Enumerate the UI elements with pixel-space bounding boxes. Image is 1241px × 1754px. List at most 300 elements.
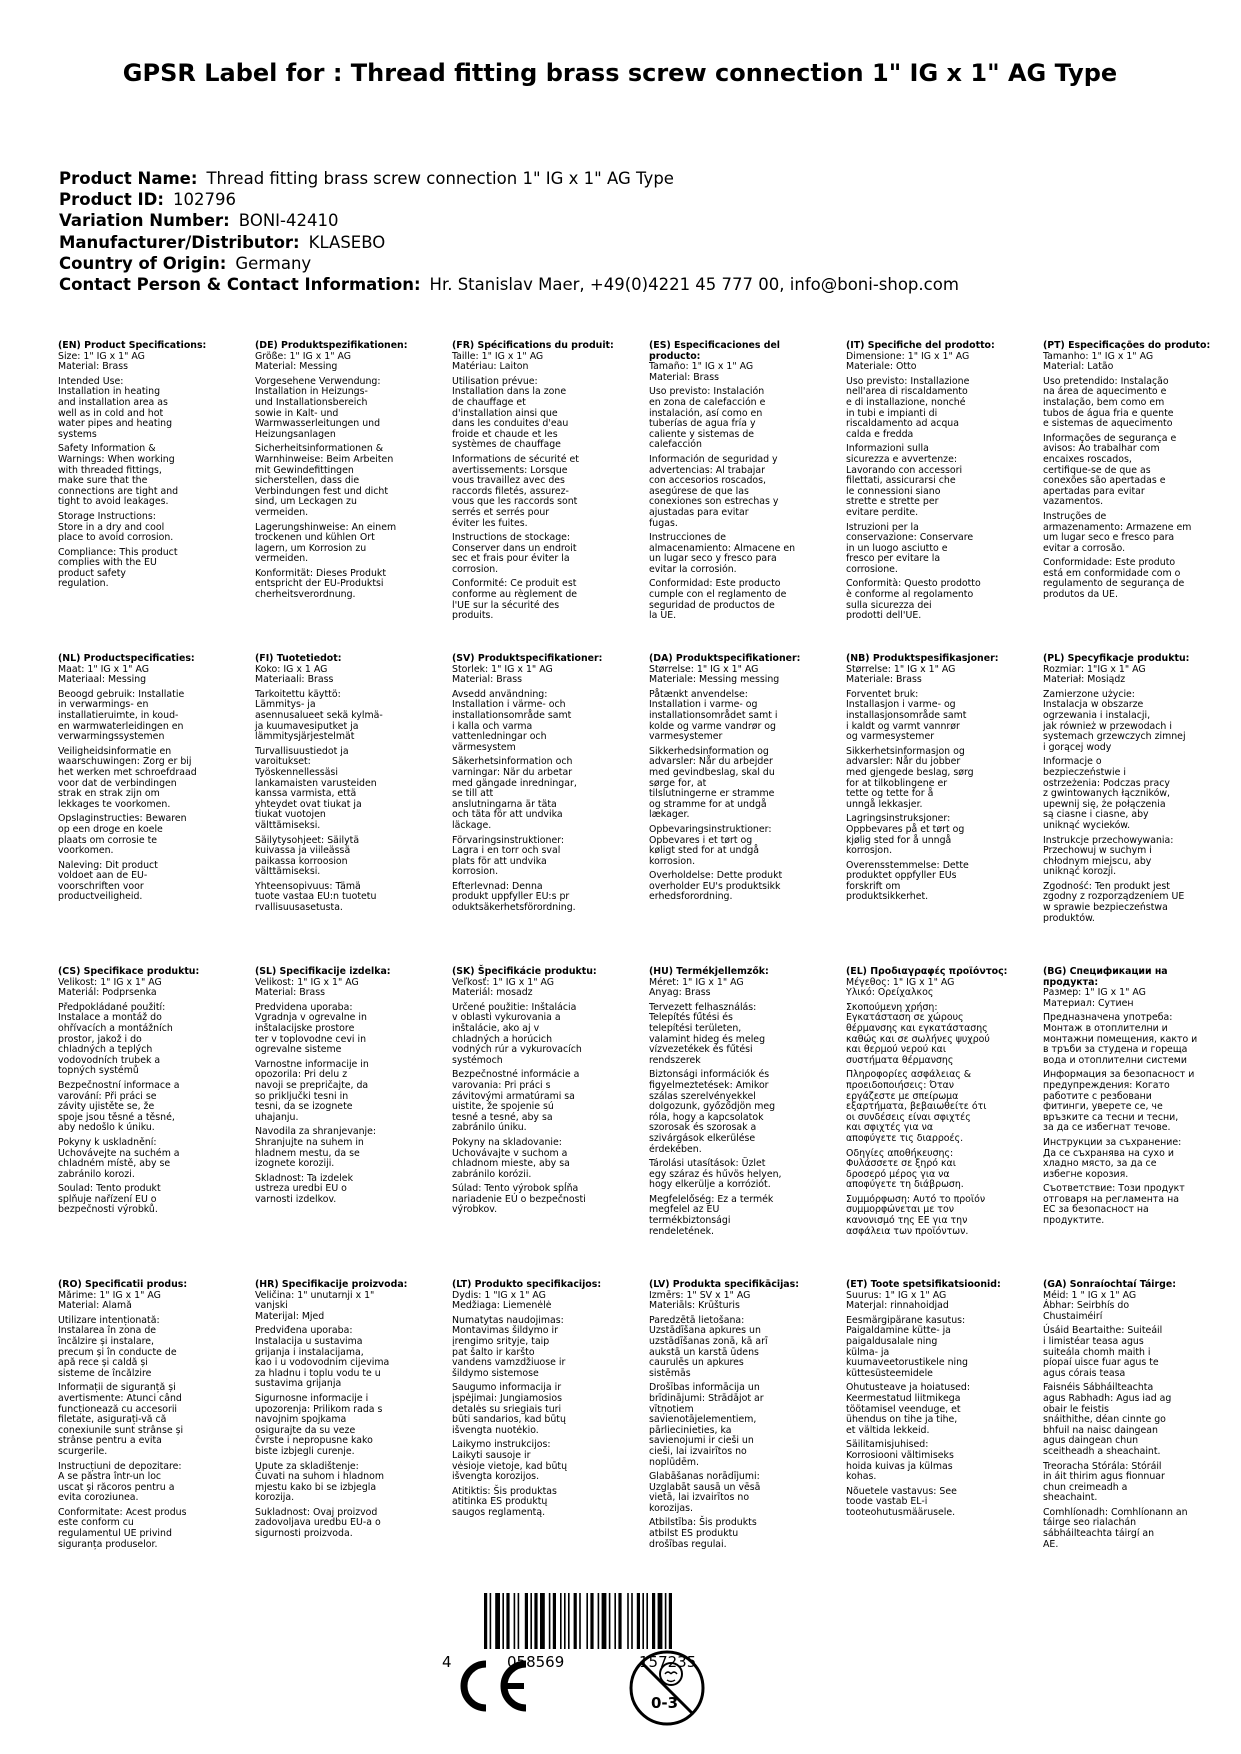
spec-line: Zgodność: Ten produkt jest [1043,880,1170,892]
spec-line: Material: Brass [649,371,720,383]
spec-line: Installation i värme- och [452,699,566,711]
spec-line: sowie in Kalt- und [255,407,339,419]
spec-line: d'installation ainsi que [452,407,558,419]
spec-line: siguranța produselor. [58,1538,158,1550]
spec-line: Určené použitie: Inštalácia [452,1001,577,1013]
spec-line: Påtænkt anvendelse: [649,688,748,700]
info-value: 102796 [172,190,236,210]
spec-line: complies with the EU [58,557,157,569]
spec-paragraph [255,836,435,878]
spec-line: Velikost: 1" IG x 1" AG [255,976,359,988]
spec-line: voor dat de verbindingen [58,777,177,789]
spec-line: Yhteensopivuus: Tämä [255,880,361,892]
spec-line: está em conformidade com o [1043,567,1181,579]
spec-line: Pokyny k uskladnění: [58,1136,157,1148]
spec-line: conforme au règlement de [452,589,578,601]
spec-line: Atitiktis: Šis produktas [452,1485,557,1497]
info-value: Thread fitting brass screw connection 1" IG x 1" AG Type [206,169,674,188]
spec-line: raccords filetés, assurez- [452,485,569,497]
spec-line: pārliecinieties, ka [649,1424,732,1436]
spec-line: Información de seguridad y [649,453,778,465]
spec-line: pat šalto ir karšto [452,1346,535,1358]
spec-line: Soulad: Tento produkt [58,1183,161,1195]
spec-line: sec et frais pour éviter la [452,553,570,565]
spec-line: sicherstellen, dass die [255,475,360,487]
spec-line: Tarkoitettu käyttö: [255,688,341,700]
spec-line: Instructions de stockage: [452,532,571,544]
barcode-bar [530,1593,532,1649]
spec-line: Säilitamisjuhised: [846,1439,929,1451]
spec-line: vėsioje vietoje, kad būtų [452,1460,568,1472]
spec-line: corrosione. [846,563,898,575]
barcode-bar [514,1593,516,1649]
spec-paragraph [255,1174,435,1206]
spec-line: og stramme for at undgå [649,798,767,810]
spec-paragraph [846,675,1026,686]
spec-line: place to avoid corrosion. [58,532,174,544]
info-label: Product Name: [59,169,198,188]
spec-line: opozorila: Pri delu z [255,1069,348,1081]
spec-line: Biztonsági információk és [649,1069,770,1081]
spec-heading: (LT) Produkto specifikacijos: [452,1279,602,1290]
barcode-left-group: 058569 [507,1653,565,1671]
spec-line: tubos de água fria e quente [1043,407,1174,419]
spec-paragraph [649,533,829,575]
spec-line: Instruções de [1043,510,1107,522]
spec-line: trockenen und kühlen Ort [255,532,375,544]
spec-line: работите с резбовани [1043,1090,1152,1102]
spec-line: Informacje o [1043,756,1102,768]
spec-line: figyelmeztetések: Amikor [649,1079,769,1091]
spec-paragraph [649,1472,829,1514]
spec-line: rendeletének. [649,1225,715,1237]
spec-line: chłodnym miejscu, aby [1043,855,1152,867]
spec-line: išvengta nuotėkio. [452,1424,539,1436]
spec-heading: (PL) Specyfikacje produktu: [1043,653,1190,664]
spec-paragraph [452,1487,632,1519]
spec-line: filetate, asigurați-vă că [58,1414,167,1426]
spec-line: izognete koroziji. [255,1158,335,1170]
spec-line: AE. [1043,1538,1059,1550]
spec-line: προειδοποιήσεις: Όταν [846,1079,955,1091]
spec-paragraph [452,579,632,621]
spec-line: suiteála chomh maith i [1043,1346,1151,1358]
spec-line: na área de aquecimento e [1043,386,1167,398]
spec-line: le connessioni siano [846,485,941,497]
spec-line: topných systémů [58,1065,139,1077]
spec-line: saugos reglamentą. [452,1506,546,1518]
spec-line: Työskennellessäsi [255,766,338,778]
spec-line: tooteohutusmäärusele. [846,1506,956,1518]
spec-line: precum și în conducte de [58,1346,177,1358]
barcode-bar [642,1593,644,1649]
spec-line: Mărime: 1" IG x 1" AG [58,1289,161,1301]
spec-paragraph [452,1383,632,1436]
spec-line: upozorenja: Prilikom rada s [255,1403,383,1415]
spec-line: Opslaginstructies: Bewaren [58,813,187,825]
spec-line: Konformität: Dieses Produkt [255,567,387,579]
spec-paragraph [58,1003,238,1077]
spec-line: εργάζεστε με σπείρωμα [846,1090,959,1102]
spec-block [649,1280,829,1550]
info-value: BONI-42410 [238,211,339,231]
spec-paragraph [452,988,632,999]
spec-line: chun creimeadh a [1043,1481,1128,1493]
spec-line: Oppbevares på et tørt og [846,823,965,835]
spec-paragraph [255,444,435,518]
spec-paragraph [1043,1383,1223,1457]
spec-line: varoitukset: [255,756,311,768]
spec-line: sigurnosti proizvoda. [255,1528,353,1540]
spec-heading: (CS) Specifikace produktu: [58,966,200,977]
spec-line: Størrelse: 1" IG x 1" AG [846,663,956,675]
spec-line: et vältida lekkeid. [846,1424,930,1436]
spec-line: Safety Information & [58,443,156,455]
spec-line: Comhlíonadh: Comhlíonann an [1043,1506,1188,1518]
spec-line: Taille: 1" IG x 1" AG [452,350,544,362]
spec-line: Glabāšanas norādījumi: [649,1471,760,1483]
spec-line: product safety [58,567,126,579]
spec-paragraph [846,377,1026,441]
spec-line: Πληροφορίες ασφάλειας & [846,1069,972,1081]
spec-line: érdekében. [649,1143,702,1155]
spec-line: Keermestatud liitmikega [846,1392,961,1404]
spec-paragraph [846,523,1026,576]
spec-line: Úsáid Beartaithe: Suiteáil [1043,1325,1163,1337]
spec-line: încălzire și instalare, [58,1335,155,1347]
spec-paragraph [58,690,238,743]
spec-line: Upute za skladištenje: [255,1460,359,1472]
spec-line: vermeiden. [255,506,309,518]
spec-line: conexões são apertadas e [1043,475,1166,487]
spec-line: avertissements: Lorsque [452,464,568,476]
spec-paragraph [846,1149,1026,1191]
spec-line: conexiones son estrechas y [649,496,779,508]
spec-line: Lämmitys- ja [255,699,316,711]
spec-line: anslutningarna är täta [452,798,557,810]
spec-heading: (NL) Productspecificaties: [58,653,195,664]
spec-line: αποφύγετε τις διαρροές. [846,1132,964,1144]
spec-paragraph [1043,512,1223,554]
spec-line: Méid: 1 " IG x 1" AG [1043,1289,1137,1301]
spec-line: Saugumo informacija ir [452,1382,562,1394]
spec-line: Informații de siguranță și [58,1382,176,1394]
spec-line: Installation in heating [58,386,161,398]
spec-line: in verwarmings- en [58,699,149,711]
spec-paragraph [452,882,632,914]
spec-line: upewnij się, że połączenia [1043,798,1166,810]
spec-line: Montavimas šildymo ir [452,1325,558,1337]
spec-line: Conformidad: Este producto [649,578,781,590]
spec-block [58,967,238,1216]
barcode-bar [602,1593,607,1649]
spec-paragraph [1043,434,1223,508]
barcode-bar [495,1593,500,1649]
spec-line: atbilst ES produktu [649,1528,739,1540]
spec-line: overholder EU's produktsikk [649,880,781,892]
spec-paragraph [255,1060,435,1124]
spec-paragraph [846,579,1026,621]
spec-paragraph [255,377,435,441]
spec-paragraph [649,387,829,451]
spec-line: yhteydet ovat tiukat ja [255,798,362,810]
info-value: Hr. Stanislav Maer, +49(0)4221 45 777 00, info@boni-shop.com [429,275,959,295]
spec-line: Sigurnosne informacije i [255,1392,369,1404]
spec-line: in áit thirim agus fionnuar [1043,1471,1165,1483]
age-warning-label: 0-3 [651,1694,679,1712]
spec-line: Uso previsto: Instalación [649,386,765,398]
spec-line: atitinka ES produktų [452,1496,548,1508]
spec-line: agus daingean chun [1043,1435,1139,1447]
barcode-bar [590,1593,593,1649]
spec-line: zgodny z rozporządzeniem UE [1043,891,1185,903]
spec-line: installasjonsområde samt [846,709,967,721]
spec-line: apertadas para evitar [1043,485,1145,497]
spec-line: фитинги, уверете се, че [1043,1101,1163,1113]
spec-line: connections are tight and [58,485,179,497]
barcode-bar [609,1593,611,1649]
spec-line: Conformità: Questo prodotto [846,578,981,590]
spec-line: op een droge en koele [58,823,163,835]
spec-line: kao i u vodovodnim cijevima [255,1357,390,1369]
spec-line: se till att [452,788,494,800]
spec-line: brīdinājumi: Strādājot ar [649,1392,764,1404]
spec-paragraph [846,1003,1026,1067]
spec-line: installationsområde samt [452,709,572,721]
spec-line: Tárolási utasítások: Üzlet [649,1158,766,1170]
spec-line: Sikkerhedsinformation og [649,745,769,757]
spec-line: fresco per evitare la [846,553,941,565]
spec-line: tette og tette for å [846,788,934,800]
spec-paragraph [255,747,435,832]
spec-line: aukstā un karstā ūdens [649,1346,759,1358]
spec-line: Veľkosť: 1" IG x 1" AG [452,976,555,988]
spec-paragraph [846,747,1026,811]
spec-line: Größe: 1" IG x 1" AG [255,350,352,362]
spec-line: kjølig sted for å unngå [846,834,952,846]
spec-line: sisteme de încălzire [58,1367,152,1379]
spec-line: Size: 1" IG x 1" AG [58,350,145,362]
spec-line: with threaded fittings, [58,464,162,476]
spec-line: advarsler: Når du arbejder [649,756,773,768]
spec-line: varmesystemer [649,731,723,743]
spec-line: l'UE sur la sécurité des [452,599,560,611]
spec-paragraph [1043,558,1223,600]
spec-line: snáithithe, déan cinnte go [1043,1414,1166,1426]
spec-line: za hladnu i toplu vodu te u [255,1367,381,1379]
spec-paragraph [452,533,632,575]
spec-line: Opbevaringsinstruktioner: [649,823,772,835]
spec-line: Istruzioni per la [846,521,919,533]
spec-line: evitar a corrosão. [1043,542,1126,554]
spec-line: kuumaveetorustikele ning [846,1357,969,1369]
spec-paragraph [58,1508,238,1550]
spec-line: paikassa korroosion [255,855,348,867]
spec-line: verwarmingssystemen [58,731,165,743]
barcode-bar [579,1593,581,1649]
spec-line: lagern, um Korrosion zu [255,542,367,554]
spec-line: oduktsäkerhetsförordning. [452,902,576,914]
spec-paragraph [649,1003,829,1067]
spec-line: tuote vastaa EU:n tuotetu [255,891,377,903]
spec-line: Sikkerhetsinformasjon og [846,745,965,757]
spec-block [58,654,238,903]
spec-line: Σκοπούμενη χρήση: [846,1001,938,1013]
spec-line: uniknąć wycieków. [1043,819,1131,831]
spec-line: caliente y sistemas de [649,428,755,440]
spec-line: Eesmärgipärane kasutus: [846,1314,966,1326]
spec-paragraph [452,1003,632,1067]
spec-line: produktsikkerhet. [846,891,929,903]
ce-label: CE [452,1658,454,1659]
spec-line: Warnings: When working [58,453,175,465]
spec-line: varovania: Pri práci s [452,1079,551,1091]
spec-line: savienotājelementiem, [649,1414,757,1426]
spec-line: Υλικό: Ορείχαλκος [846,987,934,999]
spec-line: and installation area as [58,396,168,408]
spec-line: tesné a tesné, aby sa [452,1111,553,1123]
spec-line: spoje jsou těsné a těsné, [58,1111,175,1123]
spec-line: Instrucțiuni de depozitare: [58,1460,182,1472]
spec-paragraph [846,1316,1026,1380]
spec-line: závitovými armatúrami sa [452,1090,575,1102]
spec-line: продуктите. [1043,1215,1105,1227]
spec-line: Opbevares i et tørt og [649,834,753,846]
spec-paragraph [1043,690,1223,754]
spec-line: drošības regulai. [649,1538,727,1550]
spec-line: en zona de calefacción e [649,396,766,408]
spec-line: chladném místě, aby se [58,1158,171,1170]
spec-line: riscaldamento ad acqua [846,418,959,430]
spec-line: installationsområdet samt i [649,709,778,721]
info-row [59,232,959,253]
spec-line: Συμμόρφωση: Αυτό το προϊόν [846,1193,986,1205]
spec-paragraph [1043,1013,1223,1066]
spec-paragraph [255,569,435,601]
spec-line: korozija. [255,1492,295,1504]
spec-line: Οδηγίες αποθήκευσης: [846,1147,954,1159]
spec-line: ühendus on tihe ja tihe, [846,1414,958,1426]
spec-line: chladných a teplých [58,1044,153,1056]
spec-block [255,1280,435,1540]
spec-line: dans les conduites d'eau [452,418,569,430]
info-row [59,253,959,274]
spec-line: uscat și răcoros pentru a [58,1481,175,1493]
spec-line: Storlek: 1" IG x 1" AG [452,663,553,675]
spec-line: Tamaño: 1" IG x 1" AG [649,361,754,373]
spec-line: Medžiaga: Liemenėlė [452,1300,552,1312]
spec-line: Koko: IG x 1 AG [255,663,328,675]
spec-block [649,967,829,1237]
spec-line: vous que les raccords sont [452,496,578,508]
spec-line: Materiał: Mosiądz [1043,674,1126,686]
spec-paragraph [1043,1462,1223,1504]
spec-line: välttämiseksi. [255,819,321,831]
spec-line: Paredzētā lietošana: [649,1314,745,1326]
barcode-bar [637,1593,640,1649]
spec-line: vattenledningar och [452,731,547,743]
spec-paragraph [255,1003,435,1056]
spec-line: zabránilo úniku. [452,1122,527,1134]
spec-block [1043,1280,1223,1550]
spec-line: συμμορφώνεται με τον [846,1204,954,1216]
spec-paragraph [649,1159,829,1191]
spec-line: korrosion. [452,866,499,878]
spec-line: Efterlevnad: Denna [452,880,543,892]
spec-line: water pipes and heating [58,418,173,430]
spec-line: systèmes de chauffage [452,439,561,451]
spec-line: navoji se prepričajte, da [255,1079,369,1091]
barcode-bar [631,1593,633,1649]
spec-line: Avsedd användning: [452,688,548,700]
spec-line: vandens vamzdžiuose ir [452,1357,566,1369]
spec-line: külma- ja [846,1346,890,1358]
info-label: Variation Number: [59,211,230,231]
spec-line: Súlad: Tento výrobok spĺňa [452,1183,579,1195]
spec-line: Méret: 1" IG x 1" AG [649,976,744,988]
spec-line: strak en strak zijn om [58,788,160,800]
spec-line: są ciasne i ciasne, aby [1043,809,1149,821]
spec-line: lækager. [649,809,690,821]
spec-paragraph [649,1301,829,1312]
spec-paragraph [846,1301,1026,1312]
spec-line: ЕС за безопасност на [1043,1204,1149,1216]
spec-line: Predviđena uporaba: [255,1325,353,1337]
barcode-icon [442,1593,722,1649]
spec-line: hogy elkerülje a korróziót. [649,1179,771,1191]
spec-line: regulation. [58,578,109,590]
spec-line: Telepítés fűtési és [649,1012,733,1024]
spec-line: scurgerile. [58,1445,108,1457]
spec-line: tiukat vuotojen [255,809,326,821]
spec-line: výrobkov. [452,1204,498,1216]
spec-line: i kalla och varma [452,720,533,732]
barcode-bar [646,1593,648,1649]
spec-line: läckage. [452,819,492,831]
spec-line: šildymo sistemose [452,1367,539,1379]
barcode-bar [658,1593,663,1649]
spec-line: tilslutningerne er stramme [649,788,775,800]
spec-line: Skladnost: Ta izdelek [255,1172,354,1184]
spec-line: Ohutusteave ja hoiatused: [846,1382,970,1394]
spec-line: szivárgások elkerülése [649,1132,756,1144]
spec-paragraph [1043,836,1223,878]
spec-line: καθώς και σε σωλήνες ψυχρού [846,1033,990,1045]
barcode-bar [506,1593,509,1649]
spec-line: Megfelelőség: Ez a termék [649,1193,774,1205]
spec-line: strânse pentru a evita [58,1435,162,1447]
spec-line: vietā, lai izvairītos no [649,1492,750,1504]
spec-line: installatieruimte, in koud- [58,709,179,721]
spec-line: Installation dans la zone [452,386,567,398]
spec-line: noplūdēm. [649,1456,700,1468]
spec-block [1043,654,1223,924]
spec-heading: (DA) Produktspecifikationer: [649,653,801,664]
spec-block [846,341,1026,622]
spec-block [1043,341,1223,601]
spec-heading: (NB) Produktspesifikasjoner: [846,653,999,664]
spec-line: køligt sted for at undgå [649,845,760,857]
spec-line: Tervezett felhasználás: [649,1001,757,1013]
spec-block [255,341,435,601]
spec-line: toode vastab EL-i [846,1496,928,1508]
spec-line: Ábhar: Seirbhís do [1043,1300,1130,1312]
spec-line: fugas. [649,517,678,529]
spec-line: Materiale: Otto [846,361,917,373]
spec-heading: (BG) Спецификации на продукта: [1043,966,1168,988]
spec-paragraph [452,757,632,831]
spec-heading: (LV) Produkta specifikācijas: [649,1279,799,1290]
